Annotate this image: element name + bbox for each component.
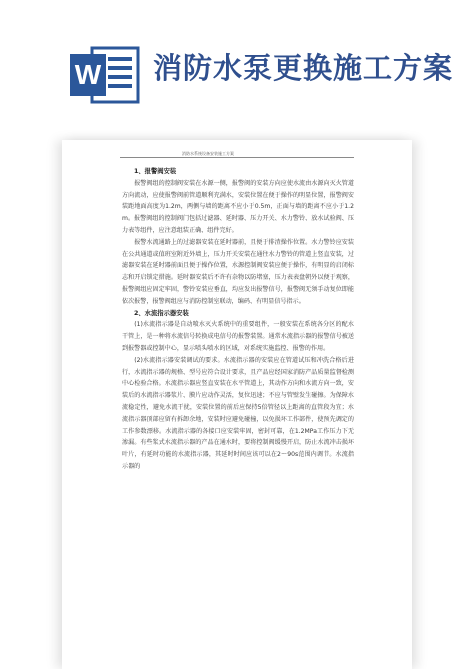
word-logo-letter: W (74, 59, 102, 90)
section-heading-2: 2、水流指示器安装 (134, 309, 189, 317)
header-banner (0, 0, 474, 140)
document-page (62, 140, 412, 669)
banner-title: 消防水泵更换施工方案 (153, 51, 454, 85)
header-rule (120, 157, 354, 158)
document-body (122, 166, 354, 473)
section-heading-1: 1、报警阀安装 (134, 168, 177, 175)
word-doc-icon (68, 42, 142, 108)
paragraph: 报警水流通路上的过滤器安装在延时器前，且便于排渣操作位置。水力警铃应安装在公共通道或值班室附近外墙上，压力开关安装在通往水力警铃的管道上竖直安装，过滤器安装在延时器前面且便于操作位置，水源控制阀安装应便于操作，有明显的启闭标志和开启锁定措施。延时器安装后不许有杂物以防堵塞，压力表表盘朝外以便于观察，报警阀组应固定牢固，警铃安装应垂直，均应发出报警信号，报警阀无须手动复位即能依次报警，报警阀组应与消防控制室联动，编码、有明显信号指示。 (122, 238, 354, 305)
paragraph: (2)水流指示器安装调试的要求。水流指示器的安装应在管道试压和冲洗合格后进行，水流指示器的规格、型号应符合设计要求，且产品应经国家消防产品质量监督检测中心检验合格。水流指示器应竖直安装在水平管道上，其动作方向和水流方向一致，安装后的水流指示器浆片、膜片应动作灵活，复位迅速；不应与管壁发生碰擦。为保障水流稳定性，避免水流干扰，安装位置的前后应保持5倍管径以上距离的直管段为宜；水流指示器顶部应留有拆卸余地，安装时应避免碰撞，以免损坏工作部件，使预先调定的工作参数漂移。水流指示器的各接口应安装牢固，密封可靠，在1.2MPa工作压力下无渗漏。有些浆式水流指示器的产品在通水时，要将控制阀缓慢开启，防止水流冲击损坏叶片，有延时功能的水流指示器，其延时时间应该可以在2～90s范围内调节。水流指示器的 (122, 356, 354, 470)
running-head: 消防水系统设备安装施工方案 (182, 151, 234, 156)
paragraph: (1)水流指示器是自动喷水灭火系统中的重要组件，一般安装在系统各分区的配水干管上，是一种将水流信号转换成电信号的报警装置。通常水流指示器的报警信号被送到报警器或控制中心，显示喷头喷水的区域，对系统实施监控、报警的作用。 (122, 321, 354, 352)
paragraph: 报警阀组的控制阀安装在水源一侧，报警阀的安装方向应使水流由水源向灭火管道方向流动，应使报警阀前管道顺利充满水，安装位置在便于操作的明显位置，报警阀安装距地面高度为1.2m，两侧与墙的距离不应小于0.5m，正面与墙的距离不应小于1.2m。报警阀组的控制阀门包括过滤器、延时器、压力开关、水力警铃、放水试验阀、压力表等组件，应注意组装正确、组件完好。 (122, 179, 354, 234)
